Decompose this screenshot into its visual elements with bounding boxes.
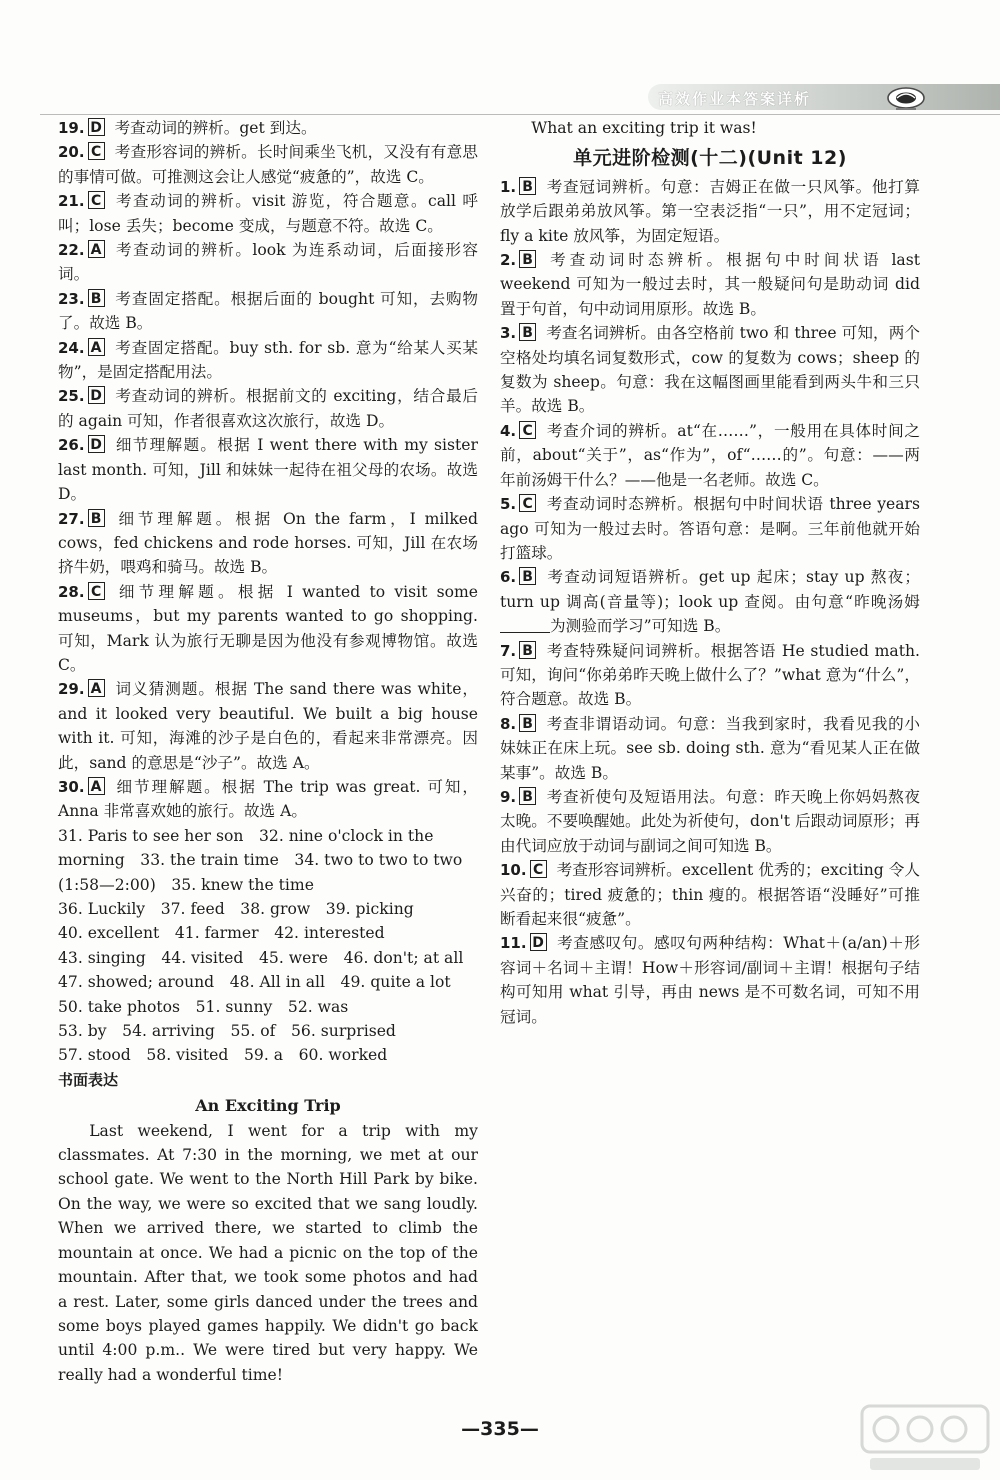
answer-item	[58, 336, 478, 385]
answer-line: 31. Paris to see her son 32. nine o'clock in the morning 33. the train time 34. two to two to two (1:58—2:00) 35. knew the time	[58, 826, 463, 894]
answer-item	[58, 433, 478, 506]
answer-badge: B	[519, 250, 536, 268]
item-explanation: 考查动词的辨析。visit 游览，符合题意。call 呼叫；lose 丢失；become 变成，与题意不符。故选 C。	[58, 192, 478, 235]
answer-item	[500, 858, 920, 931]
answer-badge: B	[519, 177, 536, 195]
item-explanation: 词义猜测题。根据 The sand there was white，and it looked very beautiful. We built a big house with it. 可知，海滩的沙子是白色的，看起来非常漂亮。因此，sand 的意思是“沙子”。故选 A。	[58, 680, 478, 772]
answer-badge: C	[530, 860, 547, 878]
item-number: 20.	[58, 143, 85, 162]
essay-closing: What an exciting trip it was!	[531, 119, 757, 137]
right-column	[500, 116, 920, 1029]
answer-item	[58, 677, 478, 775]
answer-item	[500, 248, 920, 321]
answer-item	[500, 785, 920, 858]
item-explanation: 考查特殊疑问词辨析。根据答语 He studied math. 可知，询问“你弟弟昨天晚上做什么了？”what 意为“什么”，符合题意。故选 B。	[500, 641, 920, 709]
essay-paragraph: Last weekend, I went for a trip with my classmates. At 7:30 in the morning, we met at our school gate. We went to the North Hill Park by bike. On the way, we were so excited that we sang loudly. When we arrived there, we started to climb the mountain at once. We had a picnic on the top of the mountain. After that, we took some photos and had a rest. Later, some girls danced under the trees and some boys played games happily. We didn't go back until 4:00 p.m.. We were tired but very happy. We really had a wonderful time!	[58, 1121, 478, 1384]
writing-section-label: 书面表达	[58, 1070, 119, 1089]
item-number: 19.	[58, 119, 85, 137]
item-explanation: 考查固定搭配。buy sth. for sb. 意为“给某人买某物”，是固定搭配用法。	[58, 338, 478, 382]
answer-badge: D	[530, 933, 547, 951]
answer-badge: D	[88, 118, 105, 136]
item-explanation: 考查非谓语动词。句意：当我到家时，我看见我的小妹妹正在床上玩。see sb. doing sth. 意为“看见某人正在做某事”。故选 B。	[500, 714, 920, 782]
item-explanation: 细节理解题。根据 On the farm，I milked cows，fed chickens and rode horses. 可知，Jill 在农场挤牛奶，喂鸡和骑马。故选 B。	[58, 509, 478, 577]
answer-line: 40. excellent 41. farmer 42. interested	[58, 924, 385, 943]
answer-badge: C	[519, 494, 536, 512]
answer-item	[500, 419, 920, 492]
answer-line: 57. stood 58. visited 59. a 60. worked	[58, 1046, 388, 1065]
item-explanation: 考查感叹句。感叹句两种结构：What＋(a/an)＋形容词＋名词＋主谓！How＋形容词/副词＋主谓！根据句子结构可知用 what 引导，再由 news 是不可数名词，可知不用冠词。	[500, 934, 920, 1026]
item-explanation: 考查祈使句及短语用法。句意：昨天晚上你妈妈熬夜太晚。不要唤醒她。此处为祈使句，don't 后跟动词原形；再由代词应放于动词与副词之间可知选 B。	[500, 787, 920, 855]
item-number: 24.	[58, 338, 85, 357]
answer-line: 36. Luckily 37. feed 38. grow 39. picking	[58, 900, 414, 918]
answer-badge: A	[88, 679, 105, 697]
left-column	[58, 116, 478, 1387]
item-number: 26.	[58, 436, 85, 455]
item-number: 6.	[500, 568, 517, 587]
item-explanation: 考查名词辨析。由各空格前 two 和 three 可知，两个空格处均填名词复数形式，cow 的复数为 cows；sheep 的复数为 sheep。句意：我在这幅图画里能看到两头牛和三只羊。故选 B。	[500, 324, 920, 416]
page-number: —335—	[461, 1418, 539, 1440]
item-explanation: 考查形容词的辨析。长时间乘坐飞机，又没有有意思的事情可做。可推测这会让人感觉“疲惫的”，故选 C。	[58, 143, 478, 186]
item-explanation: 考查动词的辨析。get 到达。	[114, 119, 317, 137]
item-explanation: 为测验而学习”可知选 B。	[550, 617, 731, 636]
item-number: 1.	[500, 177, 517, 196]
answer-item	[500, 321, 920, 419]
item-number: 23.	[58, 289, 85, 308]
answer-badge: B	[519, 567, 536, 585]
item-explanation: 考查动词时态辨析。根据句中时间状语 three years ago 可知为一般过去时。答语句意：是啊。三年前他就开始打篮球。	[500, 495, 920, 562]
answer-item	[58, 238, 478, 287]
fill-in-answers	[58, 824, 478, 1068]
item-number: 3.	[500, 324, 517, 343]
answer-item	[58, 116, 478, 140]
answer-line: 43. singing 44. visited 45. were 46. don't; at all 47. showed; around 48. All in all 49. quite a lot 50. take photos 51. sunny 52. was	[58, 948, 479, 1016]
item-explanation: 考查动词的辨析。look 为连系动词，后面接形容词。	[58, 241, 478, 284]
item-number: 27.	[58, 509, 85, 528]
item-number: 11.	[500, 934, 527, 953]
answer-badge: C	[88, 142, 105, 160]
item-number: 25.	[58, 387, 85, 406]
answer-badge: B	[88, 509, 105, 527]
item-number: 7.	[500, 641, 517, 660]
item-number: 30.	[58, 777, 85, 796]
series-title: 高效作业本答案详析	[658, 90, 812, 108]
item-explanation: 考查固定搭配。根据后面的 bought 可知，去购物了。故选 B。	[58, 289, 478, 333]
answer-line: 53. by 54. arriving 55. of 56. surprised	[58, 1022, 396, 1041]
item-explanation: 细节理解题。根据 I wanted to visit some museums，but my parents wanted to go shopping. 可知，Mark 认为旅行无聊是因为他没有参观博物馆。故选 C。	[58, 582, 478, 674]
item-number: 9.	[500, 787, 517, 806]
answer-item	[500, 565, 920, 638]
answer-badge: B	[519, 714, 536, 732]
item-explanation: 考查介词的辨析。at“在……”，一般用在具体时间之前，about“关于”，as“作为”，of“……的”。句意：——两年前汤姆干什么？——他是一名老师。故选 C。	[500, 421, 920, 489]
answer-badge: D	[88, 386, 105, 404]
item-number: 4.	[500, 421, 517, 440]
essay-title: An Exciting Trip	[195, 1096, 341, 1116]
answer-item	[58, 189, 478, 238]
answer-item	[58, 287, 478, 336]
item-number: 29.	[58, 680, 85, 699]
publisher-logo-icon	[884, 86, 928, 112]
answer-badge: C	[88, 582, 105, 600]
answer-item	[58, 384, 478, 433]
item-number: 22.	[58, 241, 85, 260]
answer-item	[500, 639, 920, 712]
item-explanation: 考查动词短语辨析。get up 起床；stay up 熬夜；turn up 调高(音量等)；look up 查阅。由句意“昨晚汤姆	[500, 568, 920, 611]
left-answer-list	[58, 116, 478, 824]
answer-item	[58, 580, 478, 678]
item-number: 5.	[500, 495, 517, 514]
answer-badge: A	[88, 240, 105, 258]
item-explanation: 细节理解题。根据 I went there with my sister last month. 可知，Jill 和妹妹一起待在祖父母的农场。故选 D。	[58, 436, 478, 504]
item-explanation: 细节理解题。根据 The trip was great. 可知，Anna 非常喜欢她的旅行。故选 A。	[58, 777, 478, 821]
item-number: 28.	[58, 582, 85, 601]
item-number: 21.	[58, 192, 85, 211]
item-explanation: 考查冠词辨析。句意：吉姆正在做一只风筝。他打算放学后跟弟弟放风筝。第一空表泛指“一只”，用不定冠词；fly a kite 放风筝，为固定短语。	[500, 177, 920, 245]
answer-badge: A	[88, 338, 105, 356]
answer-badge: B	[519, 323, 536, 341]
right-answer-list	[500, 175, 920, 1029]
answer-item	[500, 492, 920, 565]
answer-badge: B	[519, 641, 536, 659]
answer-item	[58, 507, 478, 580]
answer-item	[58, 775, 478, 824]
item-explanation: 考查形容词辨析。excellent 优秀的；exciting 令人兴奋的；tired 疲惫的；thin 瘦的。根据答语“没睡好”可推断看起来很“疲惫”。	[500, 861, 920, 928]
answer-badge: A	[88, 777, 105, 795]
header-rule	[40, 114, 1000, 115]
answer-item	[500, 175, 920, 248]
answer-item	[500, 712, 920, 785]
item-number: 2.	[500, 251, 517, 270]
answer-item	[500, 931, 920, 1029]
answer-blank	[500, 619, 550, 633]
watermark-logo-icon	[856, 1398, 996, 1478]
answer-badge: D	[88, 435, 105, 453]
answer-badge: B	[519, 787, 536, 805]
answer-badge: C	[88, 191, 105, 209]
unit-heading: 单元进阶检测(十二)(Unit 12)	[573, 147, 847, 170]
item-explanation: 考查动词的辨析。根据前文的 exciting，结合最后的 again 可知，作者很喜欢这次旅行，故选 D。	[58, 387, 478, 430]
answer-badge: B	[88, 289, 105, 307]
item-number: 8.	[500, 714, 517, 733]
answer-badge: C	[519, 421, 536, 439]
answer-item	[58, 140, 478, 189]
item-number: 10.	[500, 861, 527, 880]
item-explanation: 考查动词时态辨析。根据句中时间状语 last weekend 可知为一般过去时，其一般疑问句是助动词 did 置于句首，句中动词用原形。故选 B。	[500, 251, 920, 318]
